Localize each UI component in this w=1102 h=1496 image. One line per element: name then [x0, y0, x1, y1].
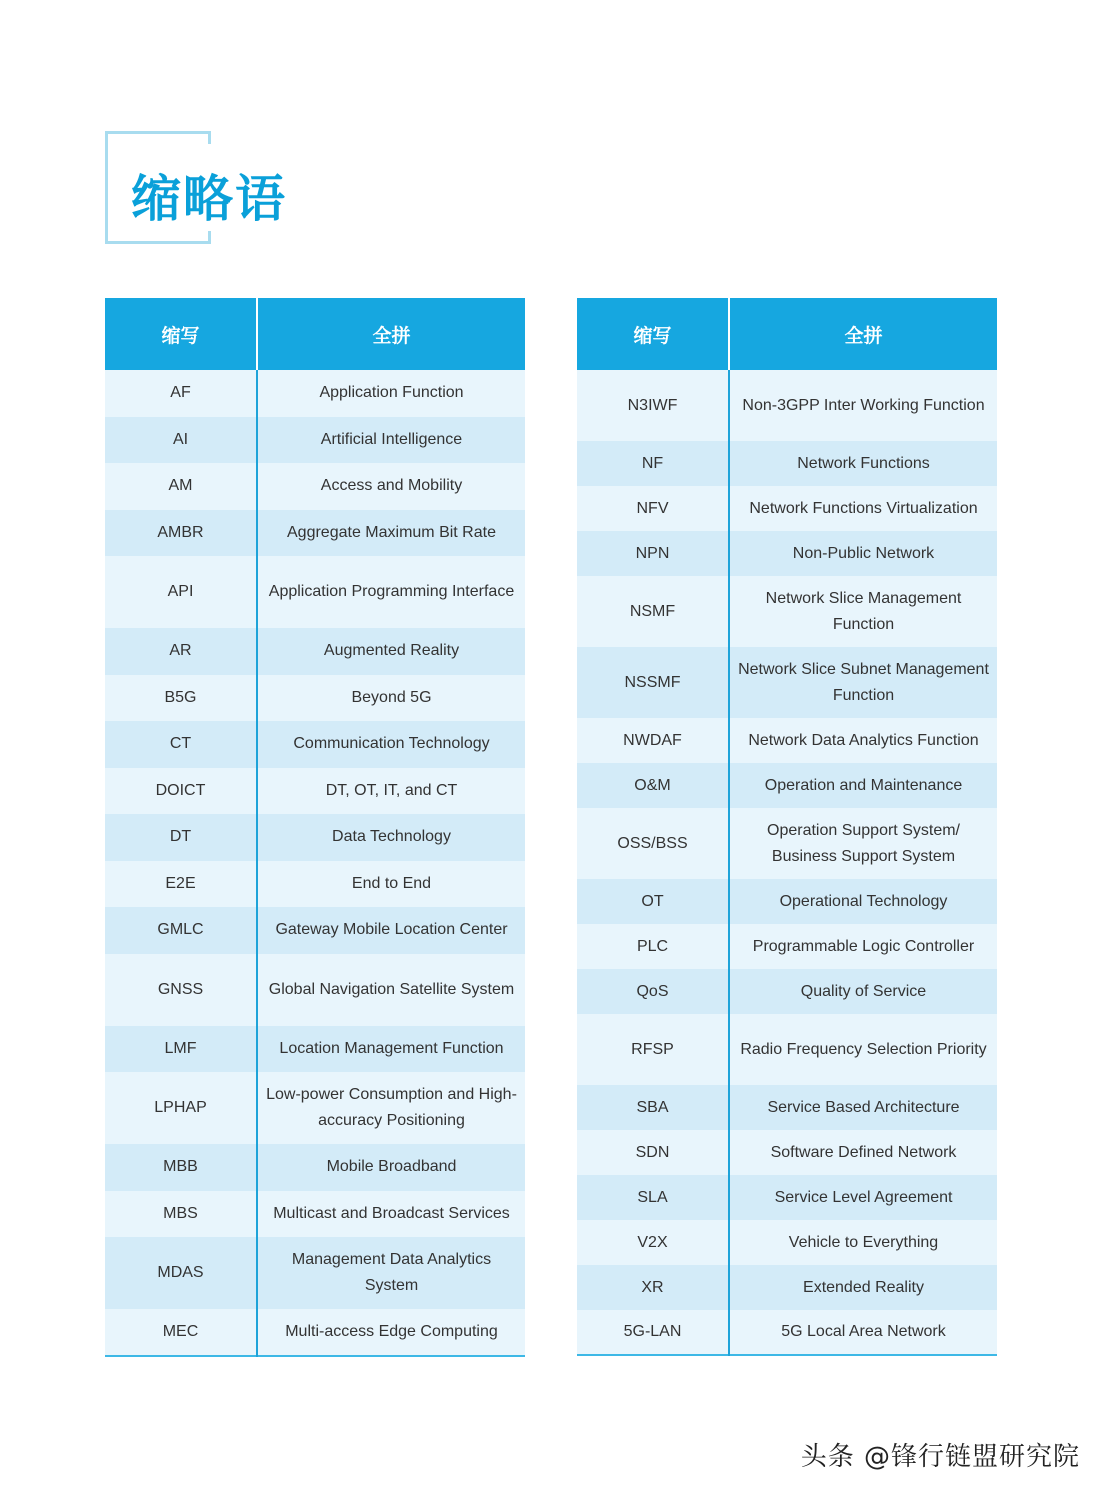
abbr-cell: MEC [105, 1309, 257, 1356]
abbr-cell: PLC [577, 924, 729, 969]
table-row [105, 954, 525, 1026]
table-row [577, 1220, 997, 1265]
table-row [105, 1237, 525, 1309]
table-row [577, 1130, 997, 1175]
full-cell: Mobile Broadband [326, 1158, 457, 1176]
abbr-cell: V2X [577, 1220, 729, 1265]
table-row [577, 924, 997, 969]
full-cell: Gateway Mobile Location Center [275, 921, 508, 939]
full-cell: Network Functions Virtualization [749, 499, 978, 517]
full-cell: Multicast and Broadcast Services [273, 1204, 510, 1222]
full-cell: Quality of Service [800, 982, 927, 1000]
full-cell: Communication Technology [293, 735, 490, 753]
header-full: 全拼 [257, 298, 525, 370]
abbr-cell: B5G [105, 675, 257, 722]
page-title: 缩略语 [131, 170, 287, 228]
abbr-cell: NSMF [577, 576, 729, 647]
abbr-cell: NPN [577, 531, 729, 576]
table-row [577, 1310, 997, 1355]
table-row [105, 814, 525, 861]
full-cell: Low-power Consumption and High-accuracy Positioning [266, 1086, 517, 1129]
abbr-cell: 5G-LAN [577, 1310, 729, 1355]
full-cell: Vehicle to Everything [788, 1233, 939, 1251]
abbr-cell: SBA [577, 1085, 729, 1130]
table-header-row [105, 298, 525, 370]
abbr-cell: QoS [577, 969, 729, 1014]
full-cell: End to End [351, 874, 432, 892]
table-row [577, 576, 997, 647]
abbr-cell: API [105, 556, 257, 628]
full-cell: Programmable Logic Controller [752, 937, 975, 955]
abbr-cell: GNSS [105, 954, 257, 1026]
full-cell: Network Data Analytics Function [748, 731, 979, 749]
abbr-cell: OT [577, 879, 729, 924]
abbr-cell: MBS [105, 1191, 257, 1238]
abbr-cell: NWDAF [577, 718, 729, 763]
abbr-cell: NF [577, 441, 729, 486]
abbr-cell: O&M [577, 763, 729, 808]
abbr-cell: SDN [577, 1130, 729, 1175]
table-row [577, 647, 997, 718]
full-cell: Application Programming Interface [268, 583, 515, 600]
table-row [105, 861, 525, 908]
full-cell: DT, OT, IT, and CT [325, 781, 458, 799]
abbr-cell: NSSMF [577, 647, 729, 718]
table-row [105, 1144, 525, 1191]
abbr-cell: MDAS [105, 1237, 257, 1309]
full-cell: Access and Mobility [320, 477, 463, 495]
table-row [105, 907, 525, 954]
full-cell: Non-Public Network [792, 544, 935, 562]
abbr-cell: DOICT [105, 768, 257, 815]
abbr-cell: DT [105, 814, 257, 861]
abbr-cell: N3IWF [577, 370, 729, 441]
table-row [577, 969, 997, 1014]
abbr-cell: LPHAP [105, 1072, 257, 1144]
source-watermark: 头条 @锋行链盟研究院 [800, 1442, 1080, 1472]
table-row [577, 370, 997, 441]
table-row [577, 1014, 997, 1085]
full-cell: Application Function [319, 384, 464, 402]
abbr-cell: AMBR [105, 510, 257, 557]
abbr-cell: NFV [577, 486, 729, 531]
full-cell: Network Slice Subnet Management Function [738, 660, 989, 704]
abbr-cell: AM [105, 463, 257, 510]
abbreviation-table-right [577, 298, 997, 1356]
table-row [105, 1191, 525, 1238]
full-cell: Global Navigation Satellite System [268, 980, 515, 998]
full-cell: Multi-access Edge Computing [285, 1322, 498, 1340]
header-full: 全拼 [729, 298, 997, 370]
full-cell: Operation and Maintenance [764, 776, 963, 794]
full-cell: Software Defined Network [770, 1143, 957, 1161]
full-cell: 5G Local Area Network [781, 1323, 946, 1340]
table-row [105, 1072, 525, 1144]
table-row [105, 628, 525, 675]
table-row [577, 763, 997, 808]
abbr-cell: SLA [577, 1175, 729, 1220]
table-row [577, 808, 997, 879]
full-cell: Operational Technology [779, 892, 948, 910]
table-row [105, 721, 525, 768]
table-row [577, 531, 997, 576]
table-row [577, 1265, 997, 1310]
abbreviation-table-left [105, 298, 525, 1357]
abbr-cell: CT [105, 721, 257, 768]
table-row [105, 1026, 525, 1073]
table-row [577, 879, 997, 924]
full-cell: Data Technology [332, 828, 451, 846]
full-cell: Operation Support System/ Business Support System [767, 821, 960, 865]
abbr-cell: XR [577, 1265, 729, 1310]
full-cell: Network Functions [797, 454, 930, 472]
abbr-cell: AR [105, 628, 257, 675]
abbr-cell: RFSP [577, 1014, 729, 1085]
abbr-cell: GMLC [105, 907, 257, 954]
table-row [105, 768, 525, 815]
full-cell: Location Management Function [279, 1039, 504, 1057]
full-cell: Service Level Agreement [774, 1188, 953, 1206]
full-cell: Artificial Intelligence [320, 430, 463, 448]
full-cell: Extended Reality [803, 1278, 924, 1296]
table-row [577, 1085, 997, 1130]
full-cell: Management Data Analytics System [291, 1251, 492, 1294]
header-abbr: 缩写 [577, 298, 729, 370]
full-cell: Beyond 5G [351, 688, 432, 706]
full-cell: Aggregate Maximum Bit Rate [287, 523, 496, 541]
abbr-cell: AF [105, 370, 257, 417]
full-cell: Network Slice Management Function [765, 589, 962, 633]
full-cell: Service Based Architecture [767, 1098, 960, 1116]
table-row [105, 1309, 525, 1356]
abbr-cell: LMF [105, 1026, 257, 1073]
abbr-cell: E2E [105, 861, 257, 908]
full-cell: Non-3GPP Inter Working Function [742, 396, 985, 414]
abbr-cell: MBB [105, 1144, 257, 1191]
table-row [105, 463, 525, 510]
table-row [577, 441, 997, 486]
title-block [105, 131, 305, 246]
table-header-row [577, 298, 997, 370]
full-cell: Radio Frequency Selection Priority [740, 1040, 987, 1058]
table-row [577, 718, 997, 763]
table-row [105, 370, 525, 417]
full-cell: Augmented Reality [323, 642, 460, 660]
table-row [105, 556, 525, 628]
abbr-cell: AI [105, 417, 257, 464]
table-row [105, 675, 525, 722]
abbr-cell: OSS/BSS [577, 808, 729, 879]
header-abbr: 缩写 [105, 298, 257, 370]
table-row [577, 486, 997, 531]
table-row [105, 510, 525, 557]
table-row [105, 417, 525, 464]
table-row [577, 1175, 997, 1220]
